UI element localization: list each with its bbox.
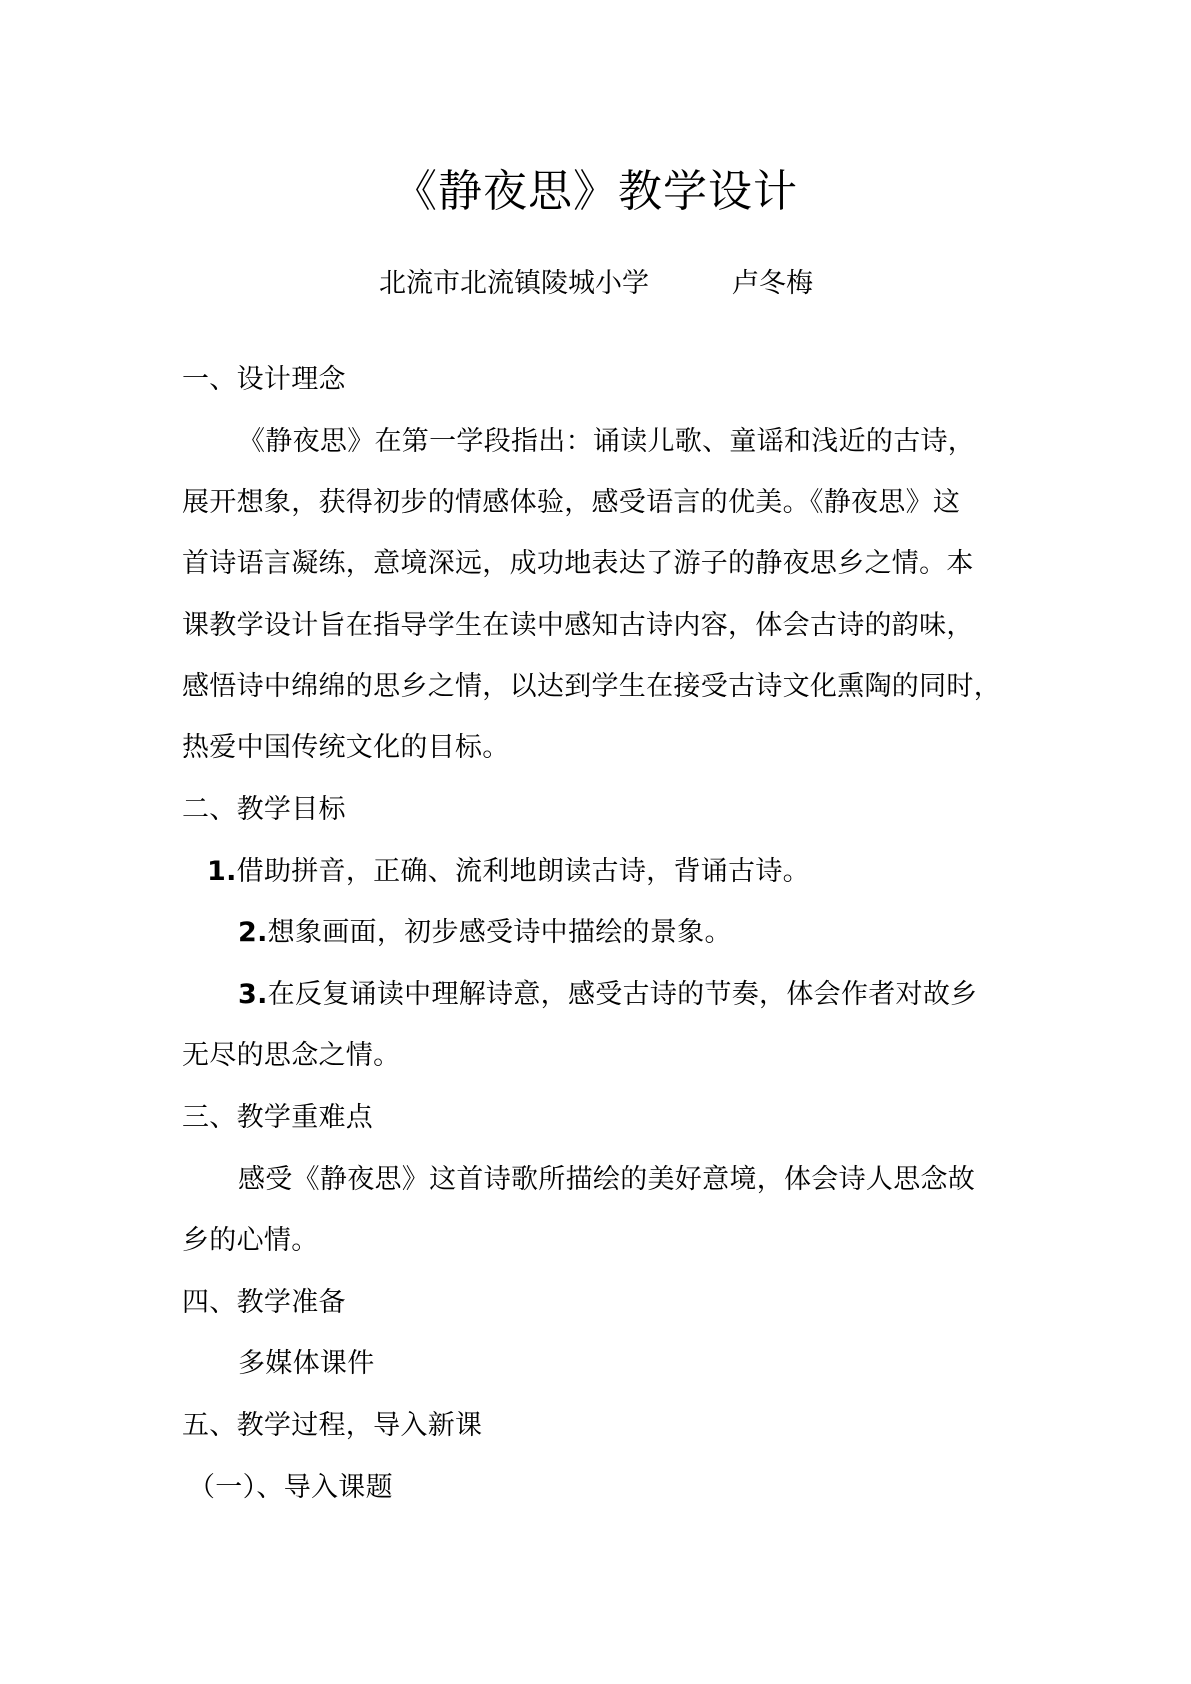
goal-text: 借助拼音，正确、流利地朗读古诗，背诵古诗。 xyxy=(236,856,810,887)
paragraph-line: 感受《静夜思》这首诗歌所描绘的美好意境，体会诗人思念故 xyxy=(238,1164,976,1195)
paragraph-line: 热爱中国传统文化的目标。 xyxy=(182,732,510,763)
goal-number: 2. xyxy=(238,917,268,948)
author-line xyxy=(0,266,1191,302)
paragraph-line: 感悟诗中绵绵的思乡之情，以达到学生在接受古诗文化熏陶的同时， xyxy=(182,671,1001,702)
subsection-heading: （一）、导入课题 xyxy=(188,1472,393,1503)
author-name: 卢冬梅 xyxy=(732,268,813,299)
paragraph-line: 展开想象，获得初步的情感体验，感受语言的优美。《静夜思》这 xyxy=(182,487,961,518)
goal-continuation: 无尽的思念之情。 xyxy=(182,1040,401,1071)
section-heading-teaching-process: 五、教学过程，导入新课 xyxy=(182,1410,483,1441)
goal-number: 1. xyxy=(207,856,237,887)
goal-item xyxy=(238,915,732,951)
goal-text: 想象画面，初步感受诗中描绘的景象。 xyxy=(267,917,732,948)
paragraph-line: 课教学设计旨在指导学生在读中感知古诗内容，体会古诗的韵味， xyxy=(182,610,974,641)
paragraph-line: 《静夜思》在第一学段指出：诵读儿歌、童谣和浅近的古诗， xyxy=(238,426,976,457)
section-heading-key-difficulties: 三、教学重难点 xyxy=(182,1102,374,1133)
goal-item xyxy=(238,977,977,1013)
goal-text: 在反复诵读中理解诗意，感受古诗的节奏，体会作者对故乡 xyxy=(267,979,978,1010)
section-heading-preparation: 四、教学准备 xyxy=(182,1287,346,1318)
paragraph-line: 多媒体课件 xyxy=(238,1348,375,1379)
paragraph-line: 首诗语言凝练，意境深远，成功地表达了游子的静夜思乡之情。本 xyxy=(182,548,974,579)
paragraph-line: 乡的心情。 xyxy=(182,1225,319,1256)
document-title: 《静夜思》教学设计 xyxy=(393,166,798,217)
author-school: 北流市北流镇陵城小学 xyxy=(379,268,649,299)
section-heading-design-concept: 一、设计理念 xyxy=(182,364,346,395)
goal-item xyxy=(207,854,810,890)
section-heading-teaching-goals: 二、教学目标 xyxy=(182,794,346,825)
goal-number: 3. xyxy=(238,979,268,1010)
